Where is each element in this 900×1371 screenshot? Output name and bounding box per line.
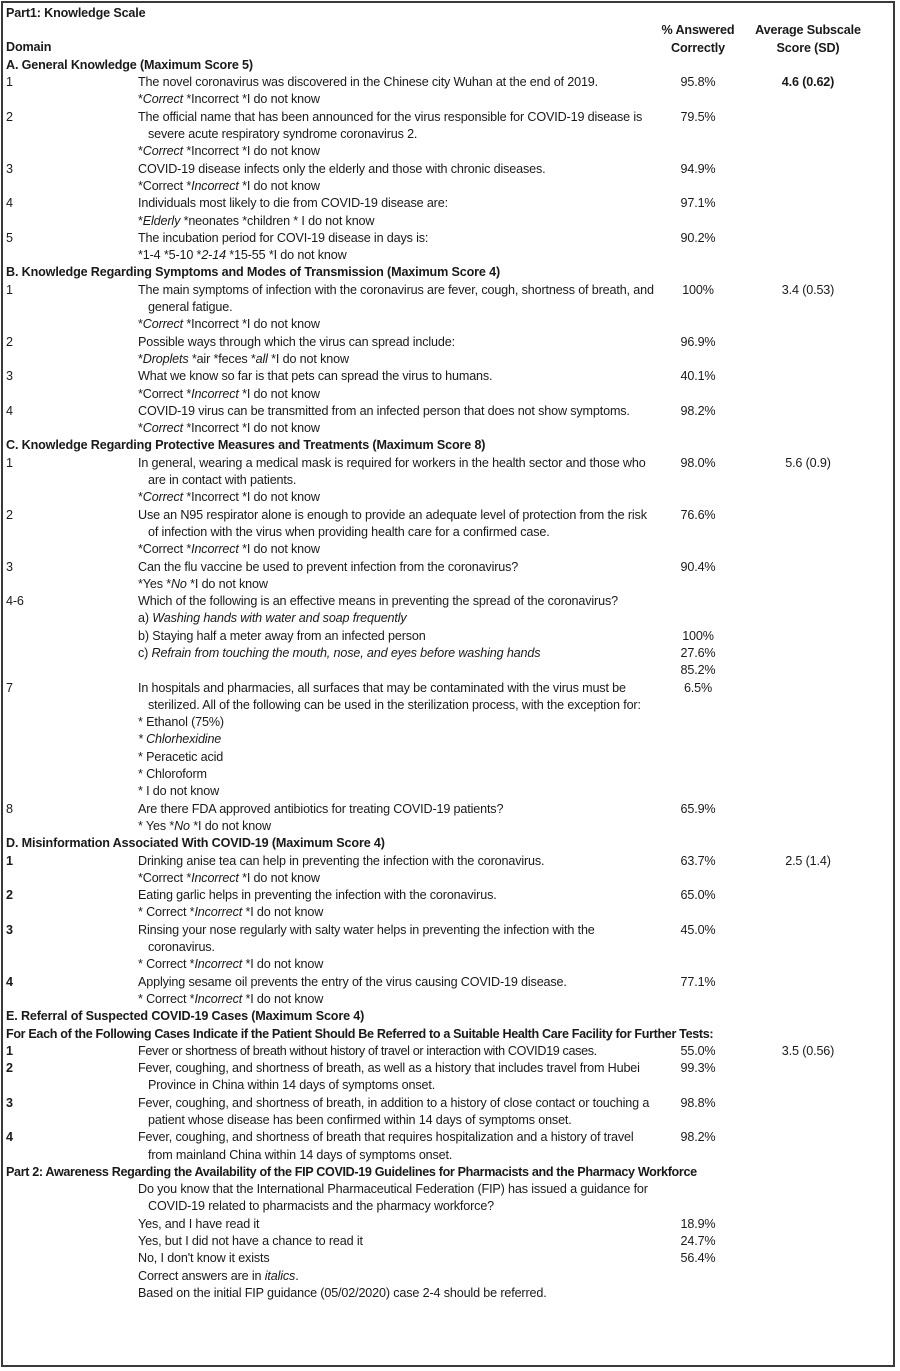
header-domain: Domain xyxy=(6,40,52,55)
table-row: 1 The novel coronavirus was discovered in the Chinese city Wuhan at the end of 2019. *Correct *Incorrect *I do not know 95.8% 4.6 (0.62) xyxy=(6,74,886,109)
table-row: 1 Drinking anise tea can help in preventing the infection with the coronavirus. *Correct *Incorrect *I do not know 63.7% 2.5 (1.4) xyxy=(6,853,886,888)
section-d-title: D. Misinformation Associated With COVID-19 (Maximum Score 4) xyxy=(6,836,385,851)
table-title-row xyxy=(6,5,886,22)
knowledge-scale-table xyxy=(6,5,886,1302)
table-row: 8 Are there FDA approved antibiotics for treating COVID-19 patients? * Yes *No *I do not know 65.9% xyxy=(6,801,716,833)
table-row: 3 COVID-19 disease infects only the elderly and those with chronic diseases. *Correct *Incorrect *I do not know 94.9% xyxy=(6,161,716,193)
table-row: 5 The incubation period for COVI-19 disease in days is: *1-4 *5-10 *2-14 *15-55 *I do not know 90.2% xyxy=(6,230,716,263)
section-e-average: 3.5 (0.56) xyxy=(781,1043,835,1058)
table-row: 2 The official name that has been announced for the virus responsible for COVID-19 disease is severe acute respiratory syndrome coronavirus 2. *Correct *Incorrect *I do not know 79.5% xyxy=(6,109,716,159)
section-b-title: B. Knowledge Regarding Symptoms and Modes of Transmission (Maximum Score 4) xyxy=(6,265,500,280)
footnote-italics: Correct answers are in italics. xyxy=(138,1268,299,1283)
table-row: 2 Possible ways through which the virus can spread include: *Droplets *air *feces *all *I do not know 96.9% xyxy=(6,334,716,366)
table-row: 2 Eating garlic helps in preventing the infection with the coronavirus. * Correct *Incorrect *I do not know 65.0% xyxy=(6,888,716,920)
section-a-title: A. General Knowledge (Maximum Score 5) xyxy=(6,57,253,72)
table-row: Do you know that the International Pharmaceutical Federation (FIP) has issued a guidance for COVID-19 related to pharmacists and the pharmacy workforce? Yes, and I have read it Yes, but I did not have a chance to read it No, I don't know it exists Correct answers are in italics. Based on the initial FIP guidance (05/02/2020) case 2-4 should be referred. 18.9% 24.7% 56.4% xyxy=(6,1181,886,1302)
table-row: 4 COVID-19 virus can be transmitted from an infected person that does not show symptoms. *Correct *Incorrect *I do not know 98.2% xyxy=(6,403,716,436)
section-b-average: 3.4 (0.53) xyxy=(781,282,835,297)
section-c-title: C. Knowledge Regarding Protective Measures and Treatments (Maximum Score 8) xyxy=(6,438,486,453)
table-row: 1 In general, wearing a medical mask is required for workers in the health sector and those who are in contact with patients. *Correct *Incorrect *I do not know 98.0% 5.6 (0.9) xyxy=(6,455,886,507)
section-a-average: 4.6 (0.62) xyxy=(781,75,835,90)
table-row: 2 Use an N95 respirator alone is enough to provide an adequate level of protection from the risk of infection with the virus when providing health care for a confirmed case. *Correct *Incorrect *I do not know 76.6% xyxy=(6,507,716,557)
table-row: 7 In hospitals and pharmacies, all surfaces that may be contaminated with the virus must be sterilized. All of the following can be used in the sterilization process, with the exception for: * Ethanol (75%) * Chlorhexidine * Peracetic acid * Chloroform * I do not know 6.5% xyxy=(6,680,713,799)
header-percent: % Answered Correctly xyxy=(661,23,735,55)
table-row: 1 Fever or shortness of breath without history of travel or interaction with COVID19 cases. 55.0% 3.5 (0.56) xyxy=(6,1043,886,1060)
table-row: 4-6 Which of the following is an effective means in preventing the spread of the coronavirus? a) Washing hands with water and soap frequently b) Staying half a meter away from an infected person c) Refrain from touching the mouth, nose, and eyes before washing hands 100% 27.6% 85.2% xyxy=(6,594,716,678)
section-c-average: 5.6 (0.9) xyxy=(785,455,831,470)
table-row: 3 What we know so far is that pets can spread the virus to humans. *Correct *Incorrect *I do not know 40.1% xyxy=(6,369,716,401)
table-row: 2 Fever, coughing, and shortness of breath, as well as a history that includes travel from Hubei Province in China within 14 days of symptoms onset. 99.3% xyxy=(6,1061,716,1093)
table-row: 3 Can the flu vaccine be used to prevent infection from the coronavirus? *Yes *No *I do not know 90.4% xyxy=(6,559,716,591)
part2-title: Part 2: Awareness Regarding the Availability of the FIP COVID-19 Guidelines for Pharmacists and the Pharmacy Workforce xyxy=(6,1164,697,1179)
header-row xyxy=(6,22,886,57)
section-e-subtitle: For Each of the Following Cases Indicate if the Patient Should Be Referred to a Suitable Health Care Facility for Further Tests: xyxy=(6,1026,714,1041)
table-row: 1 The main symptoms of infection with the coronavirus are fever, cough, shortness of breath, and general fatigue. *Correct *Incorrect *I do not know 100% 3.4 (0.53) xyxy=(6,282,886,334)
section-d-average: 2.5 (1.4) xyxy=(785,853,831,868)
table-row: 4 Individuals most likely to die from COVID-19 disease are: *Elderly *neonates *children * I do not know 97.1% xyxy=(6,196,716,228)
table-title: Part1: Knowledge Scale xyxy=(6,6,146,20)
table-row: 3 Fever, coughing, and shortness of breath, in addition to a history of close contact or touching a patient whose disease has been confirmed within 14 days of symptoms onset. 98.8% xyxy=(6,1095,716,1127)
section-e-title: E. Referral of Suspected COVID-19 Cases (Maximum Score 4) xyxy=(6,1009,365,1024)
header-average: Average Subscale Score (SD) xyxy=(755,23,861,55)
table-row: 3 Rinsing your nose regularly with salty water helps in preventing the infection with the coronavirus. * Correct *Incorrect *I do not know 45.0% xyxy=(6,922,716,972)
footnote-referral: Based on the initial FIP guidance (05/02/2020) case 2-4 should be referred. xyxy=(138,1285,547,1300)
table-row: 4 Fever, coughing, and shortness of breath that requires hospitalization and a history of travel from mainland China within 14 days of symptoms onset. 98.2% xyxy=(6,1130,716,1162)
table-row: 4 Applying sesame oil prevents the entry of the virus causing COVID-19 disease. * Correct *Incorrect *I do not know 77.1% xyxy=(6,974,716,1006)
